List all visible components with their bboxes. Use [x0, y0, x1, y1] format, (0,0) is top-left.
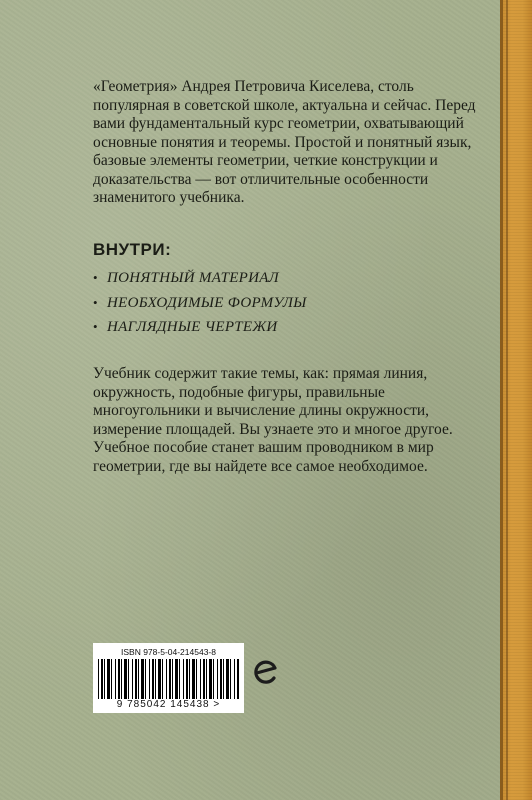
inside-item: [93, 315, 307, 340]
inside-item-label: НАГЛЯДНЫЕ ЧЕРТЕЖИ: [107, 319, 278, 335]
spine-strip: [500, 0, 532, 800]
inside-item: [93, 291, 307, 316]
barcode-digits: 9 785042 145438 >: [116, 699, 221, 710]
barcode-bars: [98, 659, 239, 699]
inside-item-label: НЕОБХОДИМЫЕ ФОРМУЛЫ: [107, 294, 307, 311]
eksmo-logo-icon: [251, 658, 281, 688]
isbn-label: ISBN 978-5-04-214543-8: [121, 647, 216, 657]
description-paragraph: «Геометрия» Андрея Петровича Киселева, столь популярная в советской школе, актуальна и сейчас. Перед вами фундаментальный курс геометрии, охватывающий основные понятия и теоремы. Простой и понятный язык, базовые элементы геометрии, четкие конструкции и доказательства — вот отличительные особенности знаменитого учебника.: [93, 78, 476, 206]
inside-item: [93, 266, 307, 291]
spine-divider: [506, 0, 508, 800]
inside-heading: ВНУТРИ:: [93, 240, 172, 259]
barcode: [93, 643, 244, 713]
bullet-icon: •: [93, 319, 98, 334]
inside-item-label: ПОНЯТНЫЙ МАТЕРИАЛ: [107, 270, 279, 286]
bullet-icon: •: [93, 294, 98, 310]
topics-paragraph: Учебник содержит такие темы, как: прямая линия, окружность, подобные фигуры, правильные многоугольники и вычисление длины окружности, измерение площадей. Вы узнаете это и многое другое. Учебное пособие станет вашим проводником в мир геометрии, где вы найдете все самое необходимое.: [93, 365, 453, 475]
inside-list: [93, 266, 307, 340]
bullet-icon: •: [93, 270, 98, 285]
